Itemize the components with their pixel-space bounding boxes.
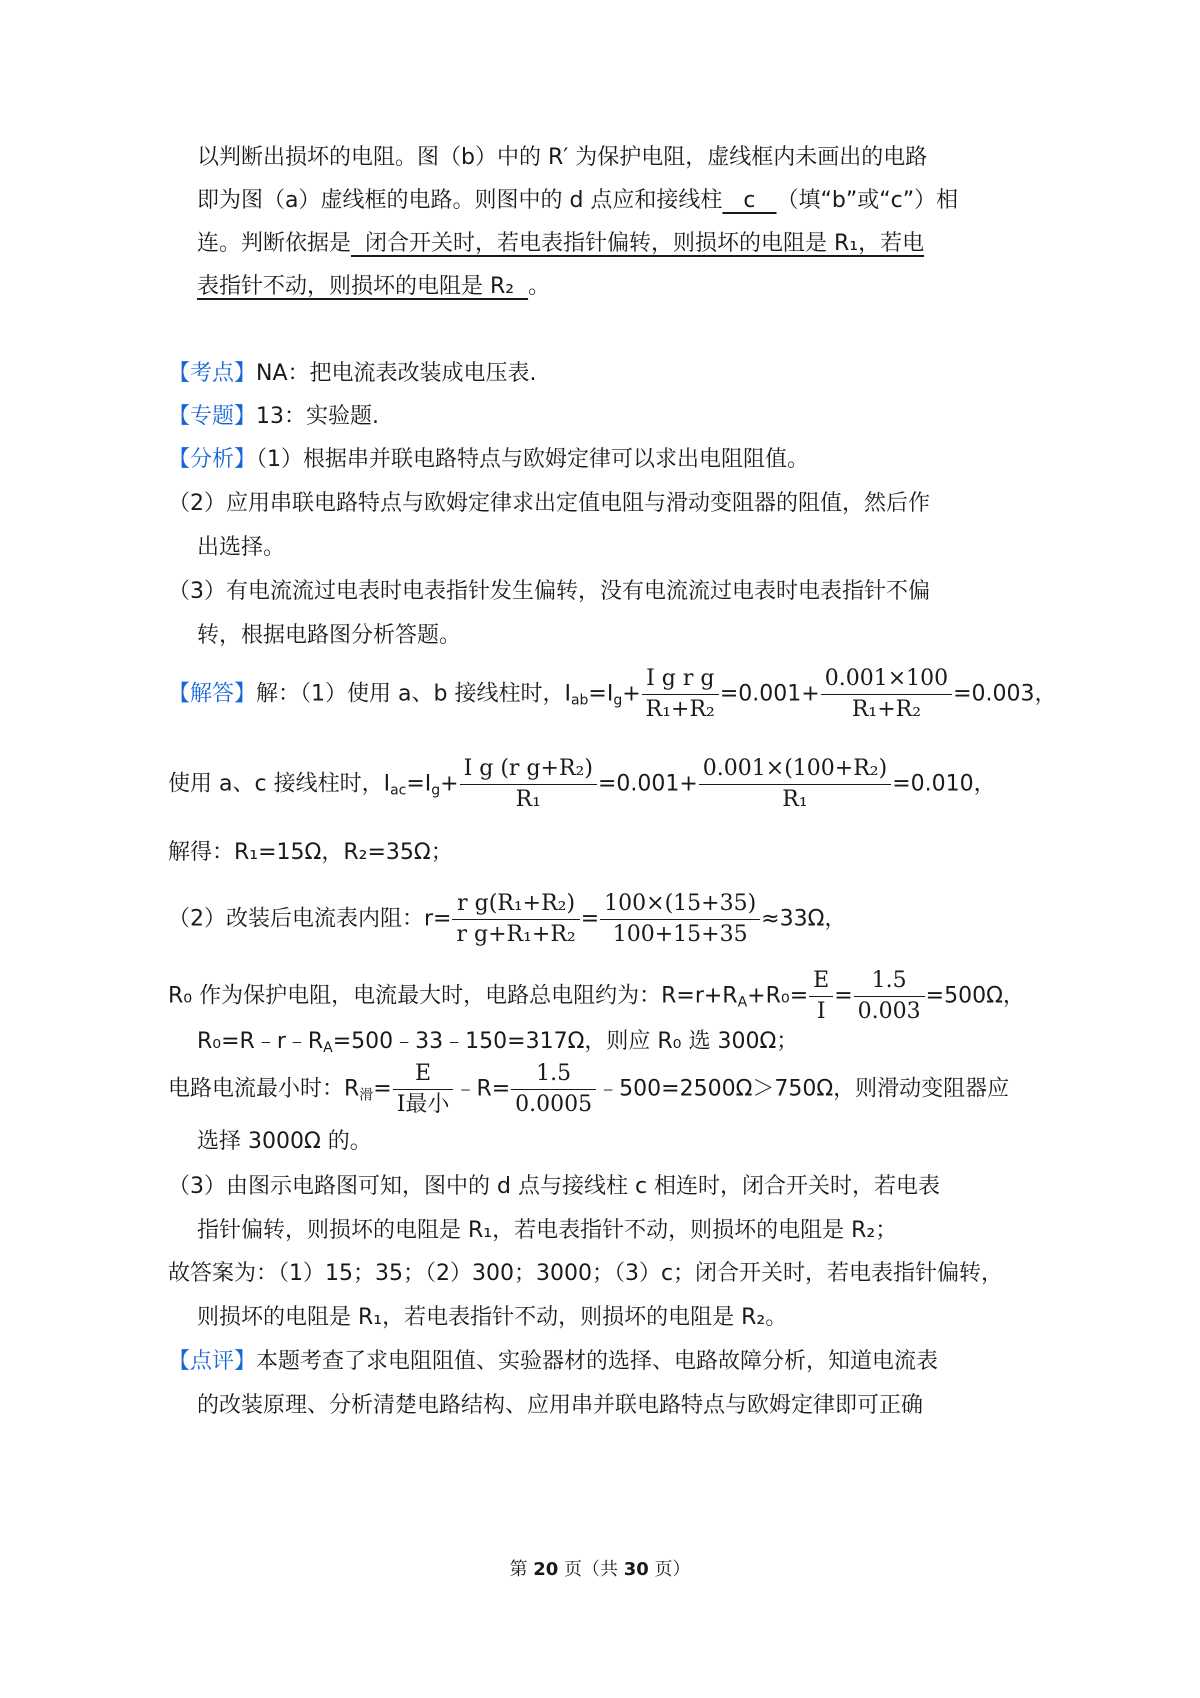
jieda-line: （2）改装后电流表内阻：r= $\frac{\text{r g(R₁+R₂)}}{\text{r g+R₁+R₂}}$ = $\frac{100\times(15+35)}{100+15+35}$ ≈33Ω，: [168, 889, 846, 950]
fraction: $\frac{\text{0.001×(100+R₂)}}{\text{R₁}}$: [699, 754, 891, 815]
fenxi-line: 【分析】（1）根据串并联电路特点与欧姆定律可以求出电阻阻值。: [168, 447, 810, 472]
zhuanti-tag: 【专题】: [168, 404, 257, 429]
jieda-line: 使用 a、c 接线柱时，$I_{ac}=I_g+$ $\frac{\text{I g (r g+R₂)}}{\text{R₁}}$ =0.001+ $\frac{\text{0.001×(100+R₂)}}{\text{R₁}}$ =0.010，: [168, 754, 996, 815]
text-line: 表指针不动，则损坏的电阻是 R₂ 。: [197, 274, 551, 299]
fraction: $\frac{1.5}{0.003}$: [854, 966, 925, 1027]
dianping-line: 【点评】本题考查了求电阻阻值、实验器材的选择、电路故障分析，知道电流表: [168, 1349, 939, 1374]
jieda-line: 解得：R₁=15Ω，R₂=35Ω；: [168, 840, 453, 865]
dianping-line: 的改装原理、分析清楚电路结构、应用串并联电路特点与欧姆定律即可正确: [197, 1393, 924, 1418]
page-footer: 第 20 页（共 30 页）: [509, 1559, 691, 1580]
jieda-line: 电路电流最小时：$R_滑=$ $\frac{E}{\text{I最小}}$ ﹣R= $\frac{1.5}{0.0005}$ ﹣500=2500Ω＞750Ω，则滑动变阻器应: [168, 1059, 1009, 1120]
jieda-line: 【解答】解：（1）使用 a、b 接线柱时，$I_{ab}=I_g+$ $\frac{\text{I g r g}}{\text{R₁+R₂}}$ =0.001+ $\frac{0.001\times 100}{\text{R₁+R₂}}$ =0.003，: [168, 664, 1057, 725]
jieda-line: 故答案为：（1）15；35；（2）300；3000；（3）c；闭合开关时，若电表指针偏转，: [168, 1261, 1004, 1286]
answer-blank: c: [722, 188, 777, 213]
jieda-line: $R_0=R﹣r﹣R_A=500﹣33﹣150=317\Omega$，则应 R₀ 选 300Ω；: [197, 1029, 799, 1056]
fraction: $\frac{100\times(15+35)}{100+15+35}$: [600, 889, 760, 950]
jieda-line: 指针偏转，则损坏的电阻是 R₁，若电表指针不动，则损坏的电阻是 R₂；: [197, 1218, 898, 1243]
jieda-line: （3）由图示电路图可知，图中的 d 点与接线柱 c 相连时，闭合开关时，若电表: [168, 1174, 941, 1199]
page-total: 30: [623, 1559, 649, 1580]
fraction: $\frac{0.001\times 100}{\text{R₁+R₂}}$: [821, 664, 952, 725]
jieda-line: R₀ 作为保护电阻，电流最大时，电路总电阻约为：$R=r+R_A+R_0=$ $\frac{E}{I}$ = $\frac{1.5}{0.003}$ =500Ω，: [168, 966, 1025, 1027]
zhuanti-line: 【专题】13：实验题.: [168, 404, 380, 429]
jieda-line: 选择 3000Ω 的。: [197, 1129, 372, 1154]
text-line: 以判断出损坏的电阻。图（b）中的 R′ 为保护电阻，虚线框内未画出的电路: [197, 145, 928, 170]
fraction: $\frac{E}{I}$: [809, 966, 833, 1027]
fraction: $\frac{\text{I g (r g+R₂)}}{\text{R₁}}$: [460, 754, 597, 815]
fenxi-tag: 【分析】: [168, 447, 257, 472]
answer-blank: 表指针不动，则损坏的电阻是 R₂: [197, 274, 529, 299]
fenxi-line: 出选择。: [197, 535, 286, 560]
fraction: $\frac{\text{r g(R₁+R₂)}}{\text{r g+R₁+R₂}}$: [452, 889, 579, 950]
page-number: 20: [533, 1559, 559, 1580]
dianping-tag: 【点评】: [168, 1349, 257, 1374]
kaodian-tag: 【考点】: [168, 361, 257, 386]
jieda-line: 则损坏的电阻是 R₁，若电表指针不动，则损坏的电阻是 R₂。: [197, 1305, 788, 1330]
fraction: $\frac{1.5}{0.0005}$: [511, 1059, 596, 1120]
jieda-tag: 【解答】: [168, 681, 257, 707]
answer-blank: 闭合开关时，若电表指针偏转，则损坏的电阻是 R₁，若电: [351, 231, 925, 256]
text-line: 连。判断依据是 闭合开关时，若电表指针偏转，则损坏的电阻是 R₁，若电: [197, 231, 925, 256]
fraction: $\frac{\text{I g r g}}{\text{R₁+R₂}}$: [642, 664, 719, 725]
text-line: 即为图（a）虚线框的电路。则图中的 d 点应和接线柱 c （填“b”或“c”）相: [197, 188, 959, 213]
fenxi-line: （3）有电流流过电表时电表指针发生偏转，没有电流流过电表时电表指针不偏: [168, 579, 930, 604]
fenxi-line: 转，根据电路图分析答题。: [197, 623, 462, 648]
fenxi-line: （2）应用串联电路特点与欧姆定律求出定值电阻与滑动变阻器的阻值，然后作: [168, 491, 930, 516]
kaodian-line: 【考点】NA：把电流表改装成电压表.: [168, 361, 537, 386]
fraction: $\frac{E}{\text{I最小}}$: [393, 1059, 454, 1120]
